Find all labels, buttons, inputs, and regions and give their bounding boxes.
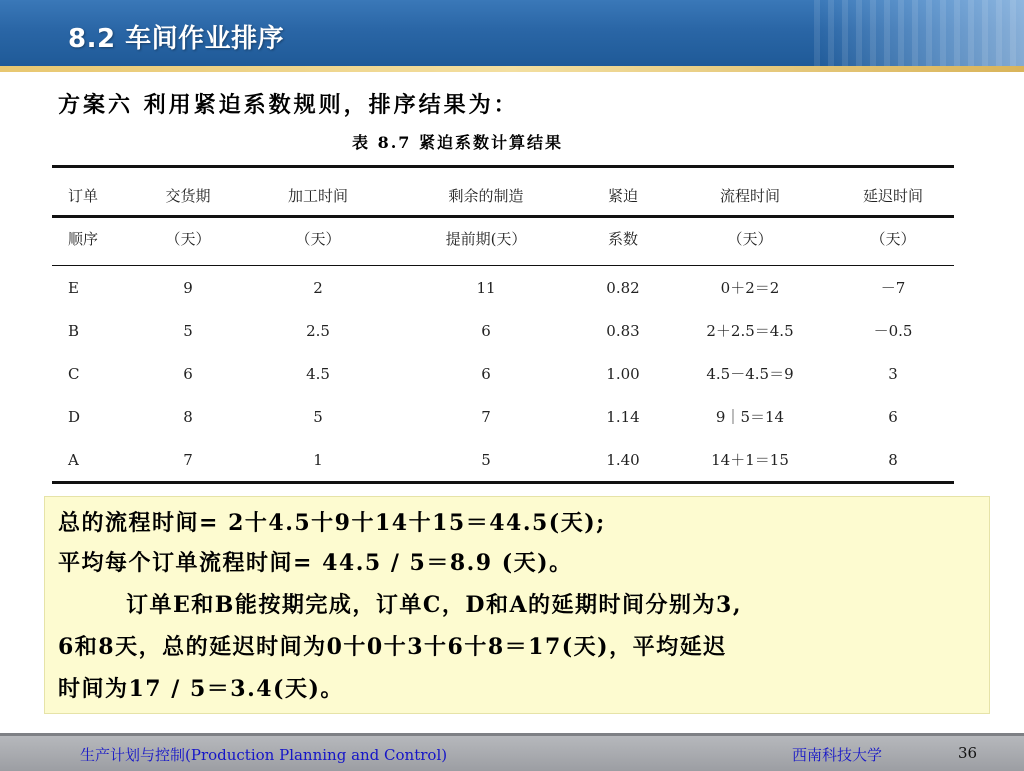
table-cell: 0＋2＝2 [720, 279, 780, 297]
urgency-table-container [52, 165, 954, 484]
header-cell: 交货期 [165, 186, 211, 205]
header-decoration [814, 0, 1024, 66]
table-cell: E [68, 278, 79, 297]
table-row [52, 352, 954, 395]
table-cell: 6 [183, 364, 193, 383]
table-cell: 1.40 [606, 450, 640, 469]
page-number: 36 [958, 744, 978, 762]
table-cell: 1 [313, 450, 323, 469]
slide-footer [0, 733, 1024, 771]
summary-line-total-flow: 总的流程时间= 2十4.5十9十14十15＝44.5(天); [58, 510, 606, 536]
table-cell: 6 [481, 321, 491, 340]
table-cell: A [68, 450, 79, 469]
table-cell: 5 [481, 450, 491, 469]
header-cell: 延迟时间 [862, 186, 923, 205]
table-cell: 0.83 [606, 321, 640, 340]
table-cell: 6 [481, 364, 491, 383]
table-cell: D [68, 407, 81, 426]
table-cell: 9 [183, 278, 193, 297]
intro-text: 方案六 利用紧迫系数规则，排序结果为： [58, 92, 519, 118]
slide-header [0, 0, 1024, 66]
slide-title: 8.2 车间作业排序 [68, 24, 285, 54]
header-cell: 顺序 [68, 229, 99, 248]
header-cell: （天） [165, 229, 211, 248]
header-divider [0, 66, 1024, 72]
table-cell: C [68, 364, 80, 383]
table-cell: 2＋2.5＝4.5 [706, 322, 794, 340]
table-cell: 1.14 [606, 407, 640, 426]
header-cell: （天） [727, 229, 773, 248]
table-cell: 1.00 [606, 364, 640, 383]
header-cell: 订单 [68, 186, 99, 205]
summary-line-delay-intro: 订单E和B能按期完成，订单C，D和A的延期时间分别为3, [126, 592, 742, 618]
table-cell: 9｜5＝14 [715, 408, 785, 426]
table-cell: 8 [183, 407, 193, 426]
table-cell: 7 [183, 450, 193, 469]
table-cell: 8 [888, 450, 898, 469]
header-cell: 剩余的制造 [448, 186, 524, 205]
footer-school-name: 西南科技大学 [792, 746, 883, 764]
table-cell: 7 [481, 407, 491, 426]
table-cell: 11 [476, 278, 496, 297]
table-cell: 6 [888, 407, 898, 426]
table-row [52, 309, 954, 352]
table-cell: 0.82 [606, 278, 640, 297]
table-header-row-2 [52, 217, 954, 266]
table-cell: 3 [888, 364, 898, 383]
table-cell: 5 [183, 321, 193, 340]
header-cell: （天） [295, 229, 341, 248]
table-cell: 2.5 [306, 321, 330, 340]
table-row [52, 266, 954, 310]
summary-line-average-delay: 时间为17 / 5＝3.4(天)。 [58, 676, 344, 702]
table-cell: －0.5 [873, 322, 913, 340]
summary-line-total-delay: 6和8天，总的延迟时间为0十0十3十6十8＝17(天)，平均延迟 [58, 634, 727, 660]
header-cell: 提前期(天） [445, 229, 527, 248]
summary-line-average-flow: 平均每个订单流程时间= 44.5 / 5＝8.9 (天)。 [58, 550, 573, 576]
table-cell: 14＋1＝15 [711, 451, 789, 469]
header-cell: （天） [870, 229, 916, 248]
table-row [52, 395, 954, 438]
table-cell: 4.5 [306, 364, 330, 383]
table-cell: 4.5－4.5＝9 [706, 365, 794, 383]
header-cell: 系数 [607, 229, 638, 248]
table-caption: 表 8.7 紧迫系数计算结果 [352, 133, 563, 152]
header-cell: 加工时间 [287, 186, 348, 205]
table-cell: 2 [313, 278, 323, 297]
table-cell: 5 [313, 407, 323, 426]
header-cell: 紧迫 [607, 186, 638, 205]
table-header-row-1 [52, 167, 954, 217]
footer-course-title: 生产计划与控制(Production Planning and Control) [80, 746, 448, 764]
urgency-table [52, 165, 954, 484]
header-cell: 流程时间 [719, 186, 780, 205]
table-cell: B [68, 321, 80, 340]
table-cell: －7 [880, 279, 906, 297]
table-row [52, 438, 954, 483]
